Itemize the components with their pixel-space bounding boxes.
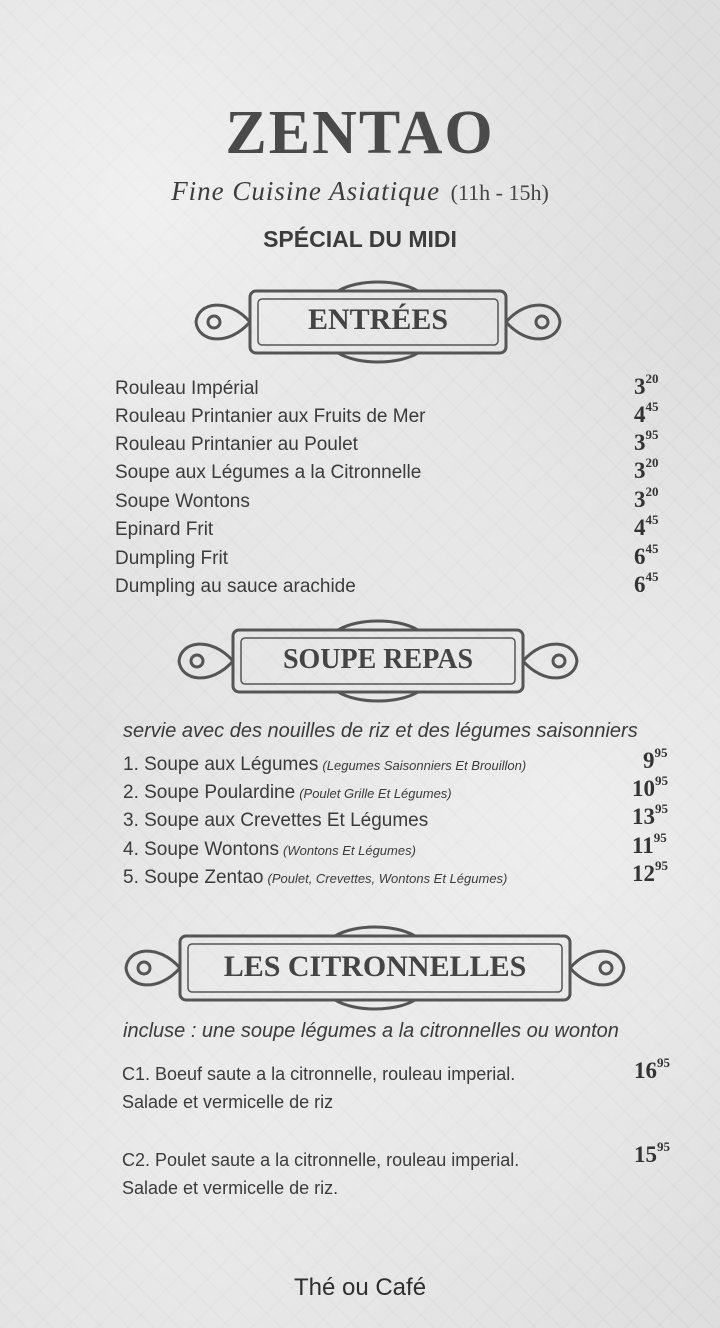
soupe-repas-title: SOUPE REPAS (282, 644, 474, 675)
subtitle-row (0, 176, 720, 207)
list-item: Dumpling au sauce arachide (115, 576, 356, 597)
list-item: 5. Soupe Zentao (Poulet, Crevettes, Wontons Et Légumes) (123, 867, 508, 888)
cuisine-subtitle: Fine Cuisine Asiatique (171, 176, 441, 206)
item-price: $3^{20}$ (634, 371, 659, 399)
list-item: Rouleau Impérial (115, 378, 259, 399)
item-price: $11^{95}$ (632, 830, 667, 858)
footer-drinks: Thé ou Café (293, 1274, 427, 1301)
restaurant-name: ZENTAO (225, 99, 495, 167)
list-item: Soupe aux Légumes a la Citronnelle (115, 462, 422, 483)
list-item: Epinard Frit (115, 519, 214, 540)
special-heading: SPÉCIAL DU MIDI (263, 226, 457, 252)
list-item: 1. Soupe aux Légumes (Legumes Saisonniers Et Brouillon) (123, 754, 527, 775)
entrees-banner (188, 277, 568, 367)
citronnelles-title: LES CITRONNELLES (223, 950, 527, 983)
list-item: 3. Soupe aux Crevettes Et Légumes (123, 810, 429, 831)
citronnelles-intro: incluse : une soupe légumes a la citronnelles ou wonton (123, 1020, 619, 1042)
list-item: C2. Poulet saute a la citronnelle, rouleau imperial. Salade et vermicelle de riz. (122, 1150, 520, 1198)
list-item: Rouleau Printanier au Poulet (115, 434, 358, 455)
soupe-repas-intro: servie avec des nouilles de riz et des légumes saisonniers (123, 720, 638, 742)
list-item: Dumpling Frit (115, 548, 228, 569)
soupe-repas-banner (173, 616, 583, 706)
item-price: $6^{45}$ (634, 569, 659, 597)
entrees-title: ENTRÉES (307, 303, 449, 336)
list-item: 4. Soupe Wontons (Wontons Et Légumes) (123, 839, 416, 860)
service-hours: (11h - 15h) (450, 180, 549, 205)
item-price: $4^{45}$ (634, 512, 659, 540)
item-price: $6^{45}$ (634, 541, 659, 569)
list-item: Soupe Wontons (115, 491, 250, 512)
item-price: $4^{45}$ (634, 399, 659, 427)
citronnelles-banner (120, 922, 630, 1014)
item-price: $3^{20}$ (634, 484, 659, 512)
item-price: $3^{20}$ (634, 455, 659, 483)
item-price: $12^{95}$ (632, 858, 668, 886)
item-price: $15^{95}$ (634, 1139, 670, 1167)
item-price: $16^{95}$ (634, 1055, 670, 1083)
list-item: Rouleau Printanier aux Fruits de Mer (115, 406, 426, 427)
item-price: $9^{95}$ (643, 745, 668, 773)
list-item: 2. Soupe Poulardine (Poulet Grille Et Légumes) (123, 782, 452, 803)
item-price: $10^{95}$ (632, 773, 668, 801)
item-price: $3^{95}$ (634, 427, 659, 455)
item-price: $13^{95}$ (632, 801, 668, 829)
list-item: C1. Boeuf saute a la citronnelle, rouleau imperial. Salade et vermicelle de riz (122, 1064, 516, 1112)
